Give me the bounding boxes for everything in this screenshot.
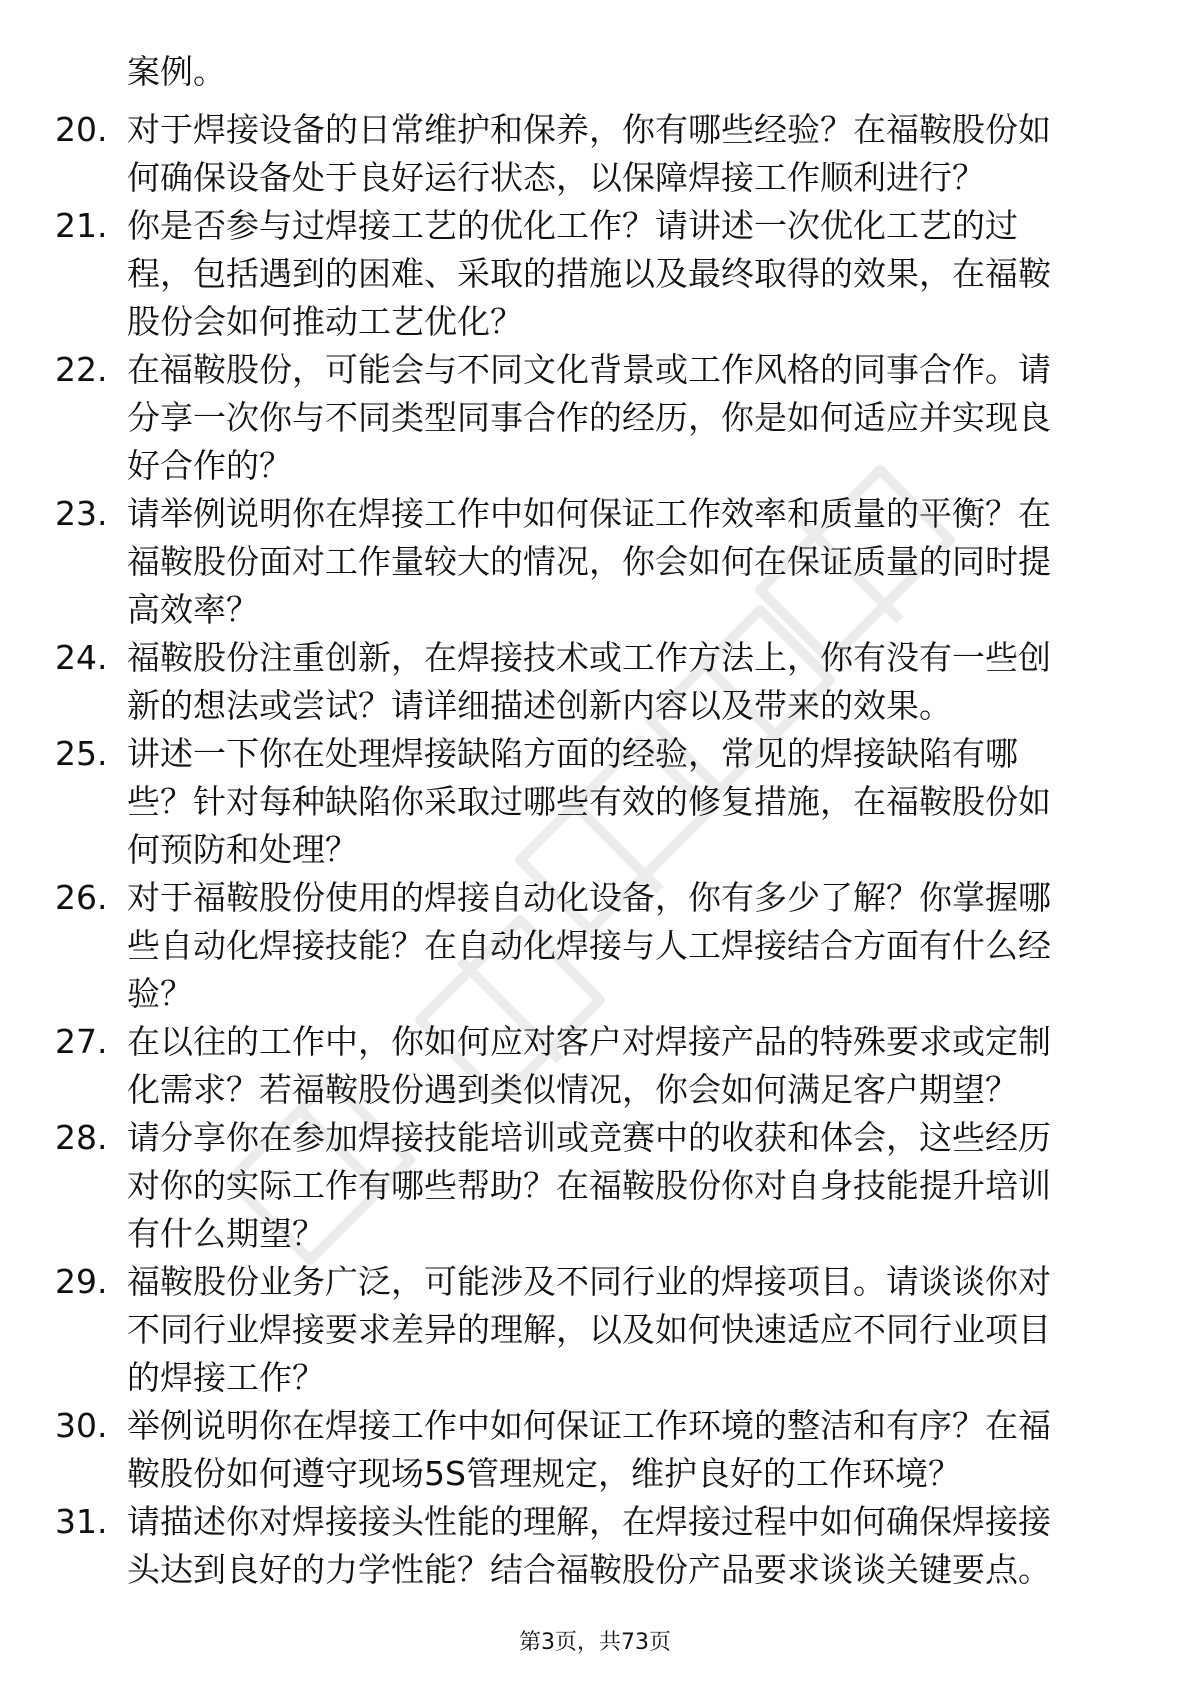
question-line: 鞍股份如何遵守现场5S管理规定，维护良好的工作环境？ bbox=[127, 1454, 961, 1493]
question-text bbox=[127, 106, 1127, 202]
question-line: 不同行业焊接要求差异的理解，以及如何快速适应不同行业项目 bbox=[127, 1310, 1051, 1349]
question-line: 请举例说明你在焊接工作中如何保证工作效率和质量的平衡？在 bbox=[127, 494, 1051, 533]
question-line: 新的想法或尝试？请详细描述创新内容以及带来的效果。 bbox=[127, 686, 952, 725]
page-footer: 第3页，共73页 bbox=[519, 1630, 671, 1655]
question-number: 21. bbox=[55, 206, 108, 245]
question-text bbox=[127, 730, 1127, 874]
question-line: 请分享你在参加焊接技能培训或竞赛中的收获和体会，这些经历 bbox=[127, 1118, 1051, 1157]
question-text bbox=[127, 1402, 1127, 1498]
question-line: 化需求？若福鞍股份遇到类似情况，你会如何满足客户期望？ bbox=[127, 1070, 1018, 1109]
question-text bbox=[127, 1258, 1127, 1402]
question-text bbox=[127, 490, 1127, 634]
question-line: 福鞍股份面对工作量较大的情况，你会如何在保证质量的同时提 bbox=[127, 542, 1051, 581]
question-text bbox=[127, 202, 1127, 346]
question-text bbox=[127, 1114, 1127, 1258]
question-line: 高效率？ bbox=[127, 590, 259, 629]
question-number: 20. bbox=[55, 110, 108, 149]
question-number: 31. bbox=[55, 1502, 108, 1541]
question-number: 22. bbox=[55, 350, 108, 389]
question-line: 讲述一下你在处理焊接缺陷方面的经验，常见的焊接缺陷有哪 bbox=[127, 734, 1018, 773]
question-number: 26. bbox=[55, 878, 108, 917]
question-line: 在福鞍股份，可能会与不同文化背景或工作风格的同事合作。请 bbox=[127, 350, 1051, 389]
question-number: 25. bbox=[55, 734, 108, 773]
question-line: 请描述你对焊接接头性能的理解，在焊接过程中如何确保焊接接 bbox=[127, 1502, 1051, 1541]
question-line: 股份会如何推动工艺优化？ bbox=[127, 302, 523, 341]
question-number: 30. bbox=[55, 1406, 108, 1445]
question-line: 对于焊接设备的日常维护和保养，你有哪些经验？在福鞍股份如 bbox=[127, 110, 1051, 149]
question-text bbox=[127, 1018, 1127, 1114]
question-line: 在以往的工作中，你如何应对客户对焊接产品的特殊要求或定制 bbox=[127, 1022, 1051, 1061]
question-number: 24. bbox=[55, 638, 108, 677]
question-number: 29. bbox=[55, 1262, 108, 1301]
question-text bbox=[127, 1498, 1127, 1594]
continuation-text: 案例。 bbox=[127, 52, 226, 91]
question-line: 举例说明你在焊接工作中如何保证工作环境的整洁和有序？在福 bbox=[127, 1406, 1051, 1445]
question-line: 些？针对每种缺陷你采取过哪些有效的修复措施，在福鞍股份如 bbox=[127, 782, 1051, 821]
question-line: 你是否参与过焊接工艺的优化工作？请讲述一次优化工艺的过 bbox=[127, 206, 1018, 245]
question-line: 些自动化焊接技能？在自动化焊接与人工焊接结合方面有什么经 bbox=[127, 926, 1051, 965]
question-text bbox=[127, 874, 1127, 1018]
question-line: 分享一次你与不同类型同事合作的经历，你是如何适应并实现良 bbox=[127, 398, 1051, 437]
question-number: 27. bbox=[55, 1022, 108, 1061]
question-line: 程，包括遇到的困难、采取的措施以及最终取得的效果，在福鞍 bbox=[127, 254, 1051, 293]
question-line: 头达到良好的力学性能？结合福鞍股份产品要求谈谈关键要点。 bbox=[127, 1550, 1051, 1589]
question-line: 对于福鞍股份使用的焊接自动化设备，你有多少了解？你掌握哪 bbox=[127, 878, 1051, 917]
question-number: 23. bbox=[55, 494, 108, 533]
question-line: 对你的实际工作有哪些帮助？在福鞍股份你对自身技能提升培训 bbox=[127, 1166, 1051, 1205]
question-line: 的焊接工作？ bbox=[127, 1358, 325, 1397]
question-line: 何确保设备处于良好运行状态，以保障焊接工作顺利进行？ bbox=[127, 158, 985, 197]
question-line: 福鞍股份业务广泛，可能涉及不同行业的焊接项目。请谈谈你对 bbox=[127, 1262, 1051, 1301]
question-line: 何预防和处理？ bbox=[127, 830, 358, 869]
question-line: 有什么期望？ bbox=[127, 1214, 325, 1253]
question-line: 好合作的？ bbox=[127, 446, 292, 485]
question-number: 28. bbox=[55, 1118, 108, 1157]
question-text bbox=[127, 634, 1127, 730]
question-line: 验？ bbox=[127, 974, 193, 1013]
question-line: 福鞍股份注重创新，在焊接技术或工作方法上，你有没有一些创 bbox=[127, 638, 1051, 677]
question-text bbox=[127, 346, 1127, 490]
